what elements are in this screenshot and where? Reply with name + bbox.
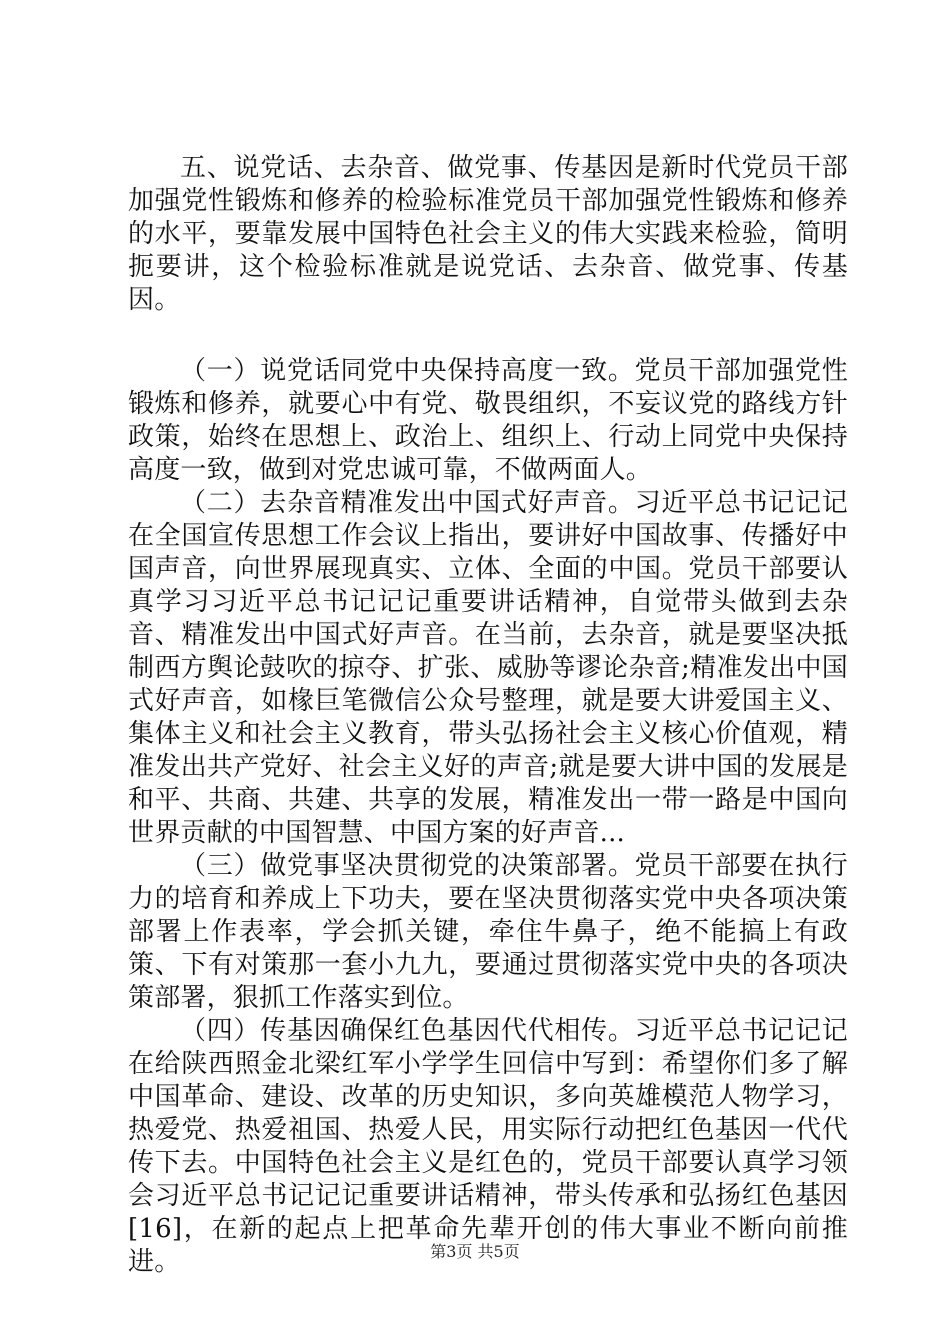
page-number-footer: 第3页 共5页 xyxy=(430,1242,520,1261)
paragraph-item-four: （四）传基因确保红色基因代代相传。习近平总书记记记在给陕西照金北梁红军小学学生回信中写到：希望你们多了解中国革命、建设、改革的历史知识，多向英雄模范人物学习，热爱党、热爱祖国、热爱人民，用实际行动把红色基因一代代传下去。中国特色社会主义是红色的，党员干部要认真学习领会习近平总书记记记重要讲话精神，带头传承和弘扬红色基因[16]，在新的起点上把革命先辈开创的伟大事业不断向前推进。 xyxy=(128,1016,848,1277)
paragraph-item-one: （一）说党话同党中央保持高度一致。党员干部加强党性锻炼和修养，就要心中有党、敬畏组织，不妄议党的路线方针政策，始终在思想上、政治上、组织上、行动上同党中央保持高度一致，做到对党忠诚可靠，不做两面人。 xyxy=(128,356,848,485)
document-body xyxy=(128,152,848,1279)
paragraph-item-two: （二）去杂音精准发出中国式好声音。习近平总书记记记在全国宣传思想工作会议上指出，要讲好中国故事、传播好中国声音，向世界展现真实、立体、全面的中国。党员干部要认真学习习近平总书记记记重要讲话精神，自觉带头做到去杂音、精准发出中国式好声音。在当前，去杂音，就是要坚决抵制西方舆论鼓吹的掠夺、扩张、威胁等谬论杂音;精准发出中国式好声音，如椽巨笔微信公众号整理，就是要大讲爱国主义、集体主义和社会主义教育，带头弘扬社会主义核心价值观，精准发出共产党好、社会主义好的声音;就是要大讲中国的发展是和平、共商、共建、共享的发展，精准发出一带一路是中国向世界贡献的中国智慧、中国方案的好声音... xyxy=(128,488,848,848)
paragraph-section-five: 五、说党话、去杂音、做党事、传基因是新时代党员干部加强党性锻炼和修养的检验标准党员干部加强党性锻炼和修养的水平，要靠发展中国特色社会主义的伟大实践来检验，简明扼要讲，这个检验标准就是说党话、去杂音、做党事、传基因。 xyxy=(128,153,848,315)
paragraph-item-three: （三）做党事坚决贯彻党的决策部署。党员干部要在执行力的培育和养成上下功夫，要在坚决贯彻落实党中央各项决策部署上作表率，学会抓关键，牵住牛鼻子，绝不能搞上有政策、下有对策那一套小九九，要通过贯彻落实党中央的各项决策部署，狠抓工作落实到位。 xyxy=(128,851,848,1013)
